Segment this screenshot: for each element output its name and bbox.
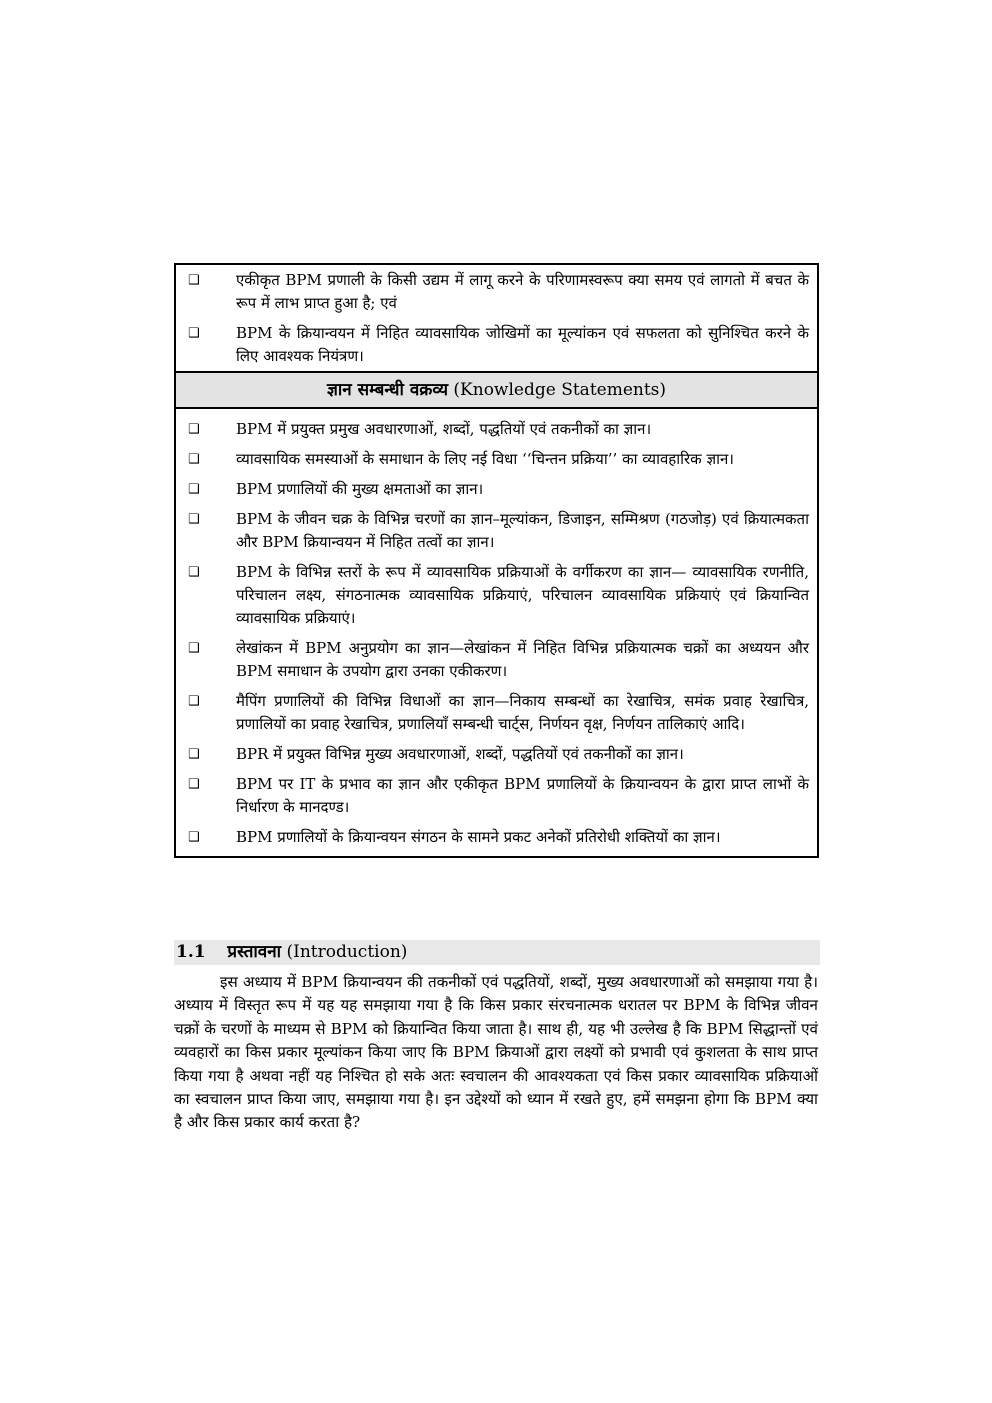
checkbox-bullet-icon: ❑: [188, 830, 200, 845]
section-title-hindi: प्रस्तावना: [227, 942, 282, 962]
list-item-text: BPM प्रणालियों की मुख्य क्षमताओं का ज्ञान।: [236, 480, 484, 498]
list-item: [182, 826, 809, 849]
list-item: [182, 743, 809, 766]
list-item: [182, 561, 809, 630]
section-heading: [174, 940, 820, 965]
list-item: [182, 637, 809, 683]
list-item-text: BPM के क्रियान्वयन में निहित व्यावसायिक जोखिमों का मूल्यांकन एवं सफलता को सुनिश्चित करने के लिए आवश्यक नियंत्रण।: [236, 324, 809, 365]
list-item-text: व्यावसायिक समस्याओं के समाधान के लिए नई विधा ‘‘चिन्तन प्रक्रिया’’ का व्यावहारिक ज्ञान।: [236, 450, 734, 468]
checkbox-bullet-icon: ❑: [188, 452, 200, 467]
list-item-text: मैपिंग प्रणालियों की विभिन्न विधाओं का ज्ञान—निकाय सम्बन्धों का रेखाचित्र, समंक प्रवाह रेखाचित्र, प्रणालियों का प्रवाह रेखाचित्र, प्रणालियाँ सम्बन्धी चार्ट्स, निर्णयन वृक्ष, निर्णयन तालिकाएं आदि।: [236, 692, 809, 733]
list-item: [182, 508, 809, 554]
list-item-text: BPM पर IT के प्रभाव का ज्ञान और एकीकृत BPM प्रणालियों के क्रियान्वयन के द्वारा प्राप्त लाभों के निर्धारण के मानदण्ड।: [236, 775, 809, 816]
list-item: [182, 448, 809, 471]
list-item: [182, 269, 809, 315]
checkbox-bullet-icon: ❑: [188, 565, 200, 580]
list-item: [182, 478, 809, 501]
list-item: [182, 690, 809, 736]
list-item-text: एकीकृत BPM प्रणाली के किसी उद्यम में लागू करने के परिणामस्वरूप क्या समय एवं लागतो में बचत के रूप में लाभ प्राप्त हुआ है; एवं: [236, 271, 809, 312]
knowledge-statements-header: [176, 371, 817, 409]
checkbox-bullet-icon: ❑: [188, 777, 200, 792]
knowledge-statements-list: [176, 409, 817, 849]
section-number: 1.1: [176, 942, 206, 962]
checkbox-bullet-icon: ❑: [188, 641, 200, 656]
list-item-text: BPM के जीवन चक्र के विभिन्न चरणों का ज्ञान–मूल्यांकन, डिजाइन, सम्मिश्रण (गठजोड़) एवं क्रियात्मकता और BPM क्रियान्वयन में निहित तत्वों का ज्ञान।: [236, 510, 809, 551]
list-item: [182, 418, 809, 441]
checkbox-bullet-icon: ❑: [188, 326, 200, 341]
section-title-english: (Introduction): [286, 942, 408, 962]
checkbox-bullet-icon: ❑: [188, 512, 200, 527]
header-title-english: (Knowledge Statements): [453, 380, 667, 400]
list-item-text: BPM में प्रयुक्त प्रमुख अवधारणाओं, शब्दों, पद्धतियों एवं तकनीकों का ज्ञान।: [236, 420, 652, 438]
list-item: [182, 322, 809, 368]
checkbox-bullet-icon: ❑: [188, 694, 200, 709]
checkbox-bullet-icon: ❑: [188, 273, 200, 288]
list-item-text: BPM के विभिन्न स्तरों के रूप में व्यावसायिक प्रक्रियाओं के वर्गीकरण का ज्ञान— व्यावसायिक रणनीति, परिचालन लक्ष्य, संगठनात्मक व्यावसायिक प्रक्रियाएं, परिचालन व्यावसायिक प्रक्रियाएं एवं क्रियान्वित व्यावसायिक प्रक्रियाएं।: [236, 563, 809, 627]
checkbox-bullet-icon: ❑: [188, 482, 200, 497]
list-item-text: BPM प्रणालियों के क्रियान्वयन संगठन के सामने प्रकट अनेकों प्रतिरोधी शक्तियों का ज्ञान।: [236, 828, 721, 846]
checkbox-bullet-icon: ❑: [188, 747, 200, 762]
introduction-paragraph: इस अध्याय में BPM क्रियान्वयन की तकनीकों एवं पद्धतियों, शब्दों, मुख्य अवधारणाओं को समझाया गया है। अध्याय में विस्तृत रूप में यह यह समझाया गया है कि किस प्रकार संरचनात्मक धरातल पर BPM के विभिन्न जीवन चक्रों के चरणों के माध्यम से BPM को क्रियान्वित किया जाता है। साथ ही, यह भी उल्लेख है कि BPM सिद्धान्तों एवं व्यवहारों का किस प्रकार मूल्यांकन किया जाए कि BPM क्रियाओं द्वारा लक्ष्यों को प्रभावी एवं कुशलता के साथ प्राप्त किया गया है अथवा नहीं यह निश्चित हो सके अतः स्वचालन की आवश्यकता एवं किस प्रकार व्यावसायिक प्रक्रियाओं का स्वचालन प्राप्त किया जाए, समझाया गया है। इन उद्देश्यों को ध्यान में रखते हुए, हमें समझना होगा कि BPM क्या है और किस प्रकार कार्य करता है?: [174, 973, 818, 1132]
objectives-box: [174, 263, 819, 858]
list-item: [182, 773, 809, 819]
header-title-hindi: ज्ञान सम्बन्धी वक्रव्य: [326, 380, 448, 400]
checkbox-bullet-icon: ❑: [188, 422, 200, 437]
list-item-text: BPR में प्रयुक्त विभिन्न मुख्य अवधारणाओं, शब्दों, पद्धतियों एवं तकनीकों का ज्ञान।: [236, 745, 684, 763]
list-item-text: लेखांकन में BPM अनुप्रयोग का ज्ञान—लेखांकन में निहित विभिन्न प्रक्रियात्मक चक्रों का अध्ययन और BPM समाधान के उपयोग द्वारा उनका एकीकरण।: [236, 639, 809, 680]
objectives-list: [176, 265, 817, 368]
